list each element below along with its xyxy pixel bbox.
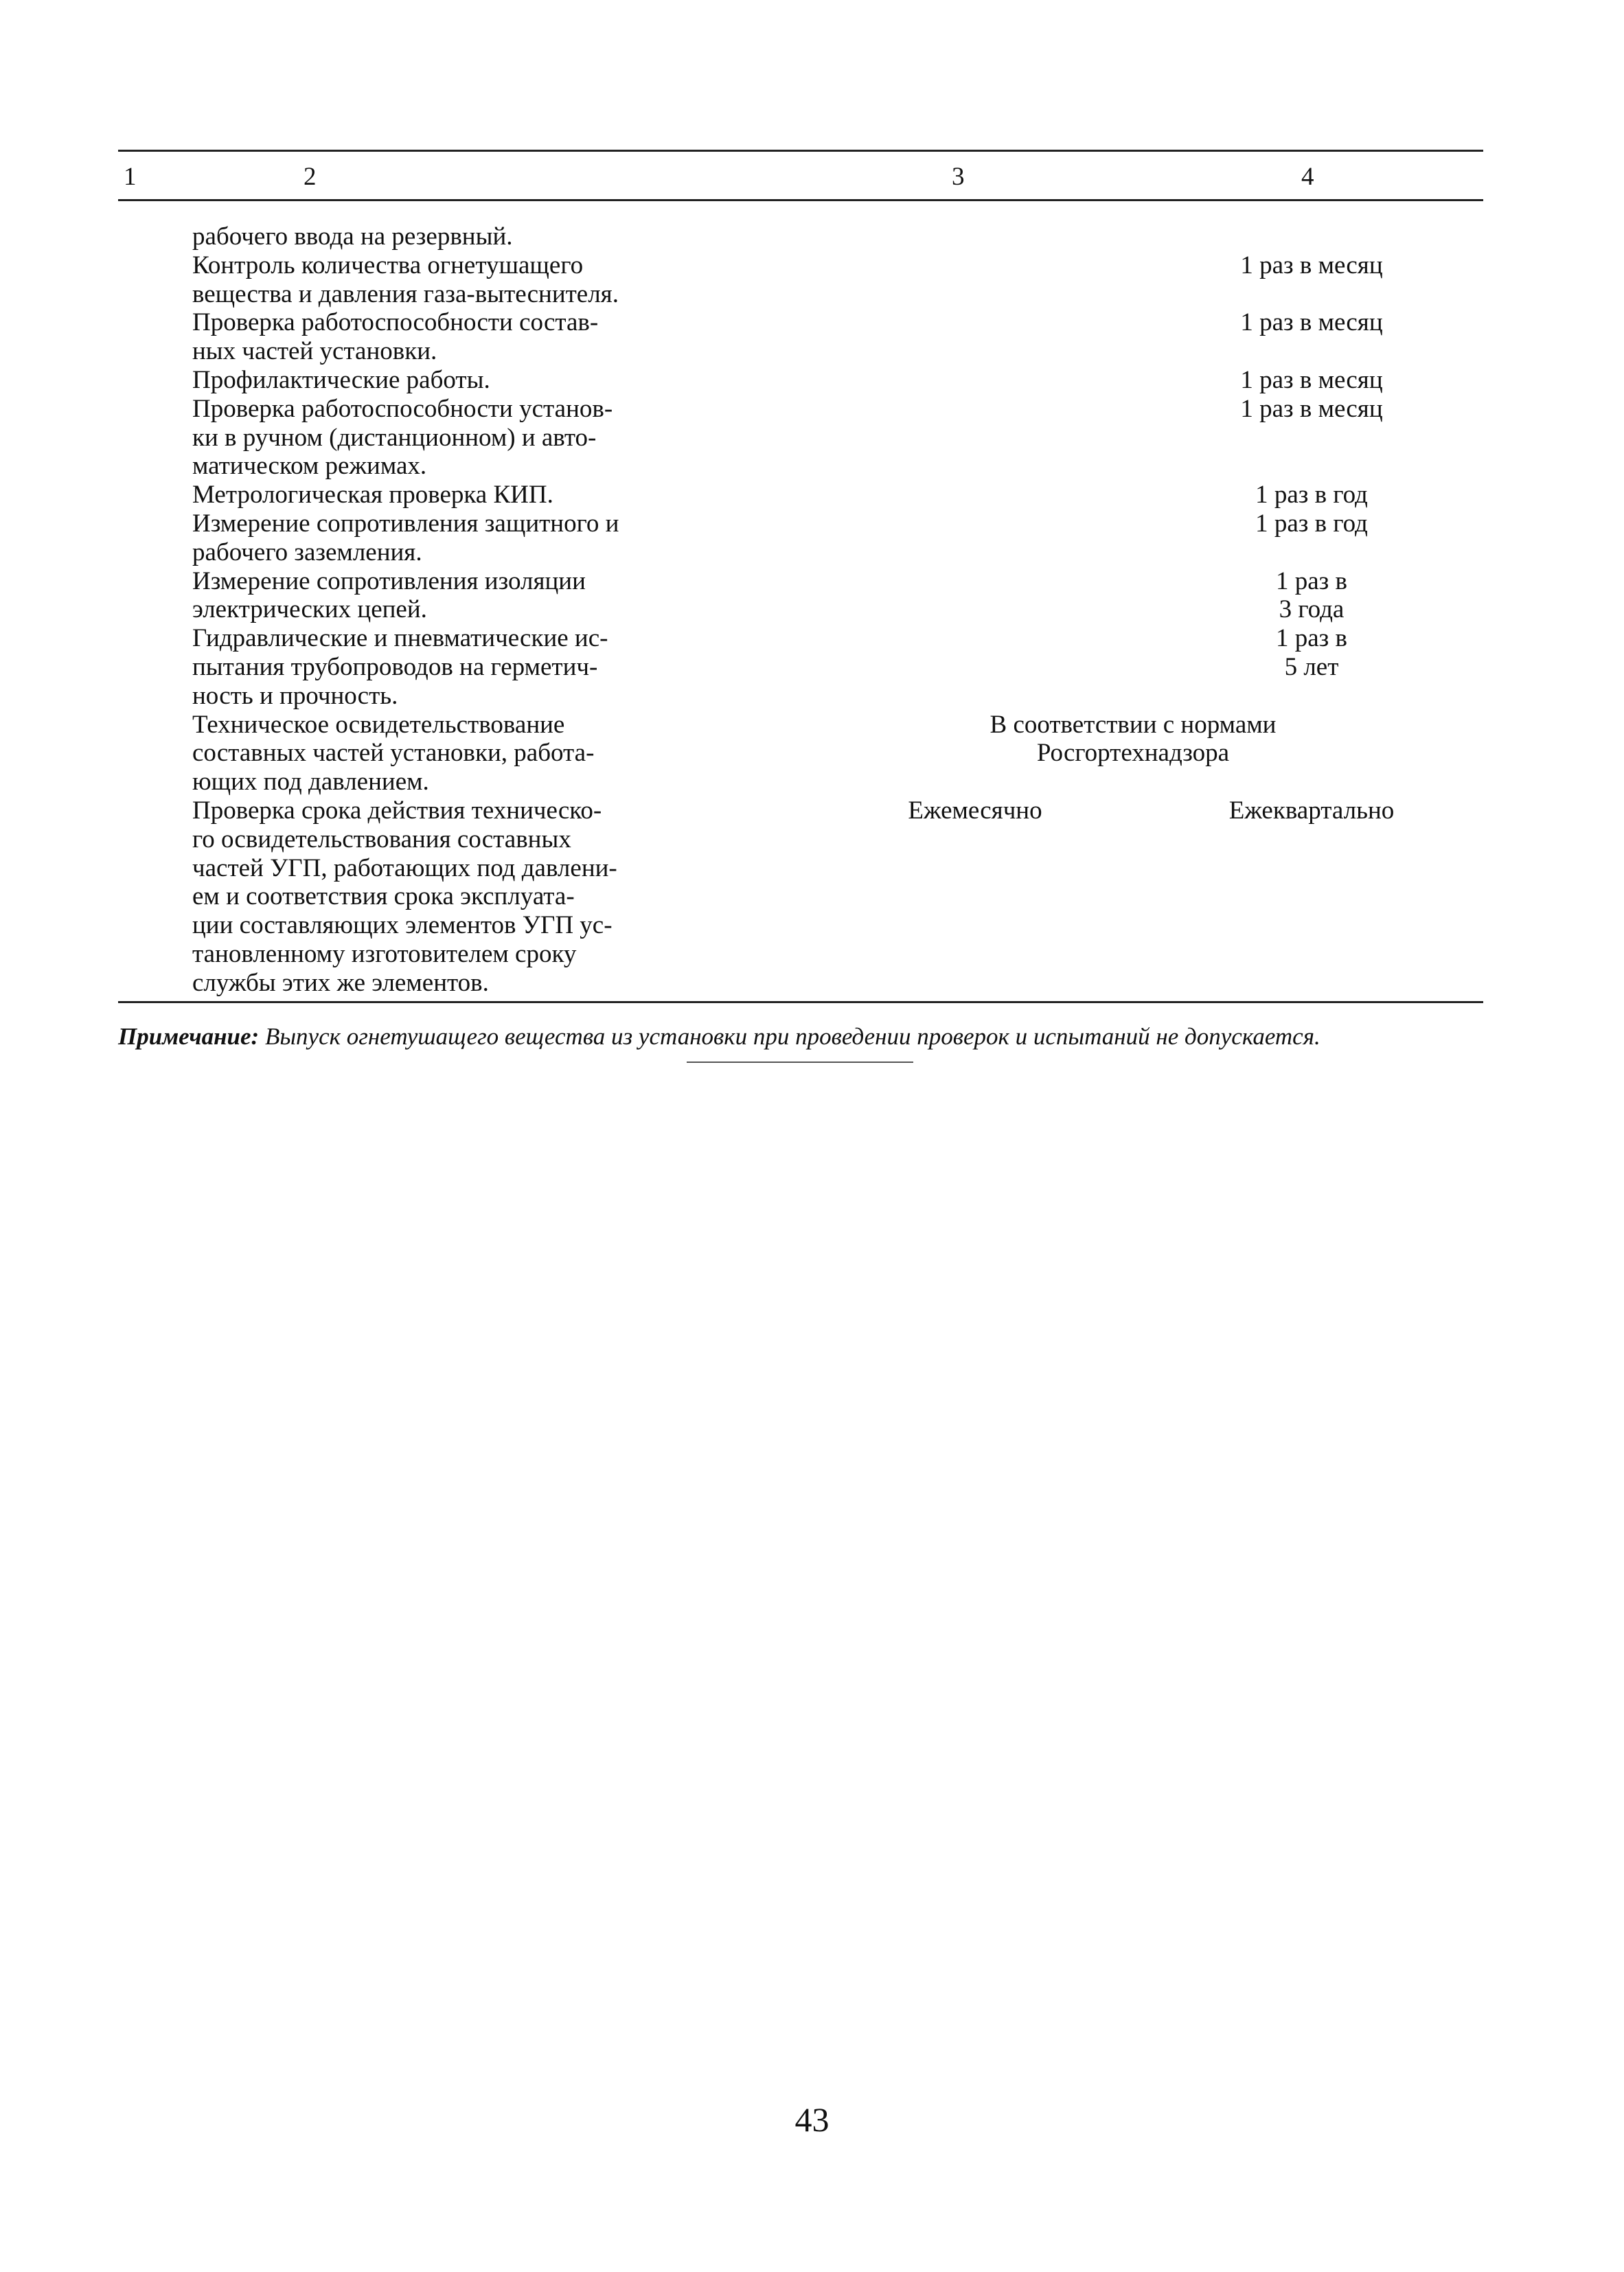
cell-line: ных частей установки. bbox=[192, 337, 437, 366]
table-row bbox=[0, 222, 1624, 251]
cell-line: матическом режимах. bbox=[192, 452, 427, 481]
cell-col-4 bbox=[1195, 366, 1428, 395]
cell-line: 3 года bbox=[1279, 595, 1345, 624]
cell-col-4 bbox=[1195, 567, 1428, 625]
cell-line: В соответствии с нормами bbox=[990, 710, 1277, 739]
table-header-rule bbox=[118, 199, 1483, 201]
cell-col-4 bbox=[1195, 251, 1428, 280]
cell-line: Росгортехнадзора bbox=[1036, 739, 1230, 768]
cell-line: Проверка срока действия техническо- bbox=[192, 796, 602, 825]
cell-line: Техническое освидетельствование bbox=[192, 710, 565, 739]
note-text: Выпуск огнетушащего вещества из установки при проведении проверок и испытаний не допускается. bbox=[264, 1023, 1320, 1050]
cell-description bbox=[192, 395, 666, 481]
cell-line: ки в ручном (дистанционном) и авто- bbox=[192, 423, 597, 452]
note-underline bbox=[687, 1062, 913, 1063]
table-row bbox=[0, 567, 1624, 625]
note-label: Примечание: bbox=[118, 1023, 260, 1050]
cell-col-4 bbox=[1195, 395, 1428, 424]
cell-line: 1 раз в год bbox=[1255, 509, 1368, 538]
cell-line: 1 раз в bbox=[1275, 624, 1347, 653]
table-row bbox=[0, 395, 1624, 481]
table-body bbox=[0, 222, 1624, 998]
table-top-rule bbox=[118, 150, 1483, 152]
header-col-3: 3 bbox=[952, 163, 965, 191]
cell-line: рабочего заземления. bbox=[192, 538, 422, 566]
cell-line: Гидравлические и пневматические ис- bbox=[192, 624, 608, 653]
cell-description bbox=[192, 251, 666, 309]
table-note bbox=[118, 1023, 1320, 1051]
cell-line: тановленному изготовителем сроку bbox=[192, 939, 577, 968]
cell-line: Ежеквартально bbox=[1228, 796, 1395, 825]
table-row bbox=[0, 624, 1624, 710]
cell-line: ность и прочность. bbox=[192, 681, 398, 710]
table-row bbox=[0, 796, 1624, 998]
cell-line: пытания трубопроводов на герметич- bbox=[192, 652, 598, 681]
cell-line: Профилактические работы. bbox=[192, 365, 490, 394]
cell-col-4 bbox=[1195, 509, 1428, 538]
cell-line: Измерение сопротивления защитного и bbox=[192, 509, 619, 538]
cell-col-4 bbox=[1195, 308, 1428, 337]
cell-col-4 bbox=[1195, 624, 1428, 682]
cell-line: 1 раз в месяц bbox=[1240, 365, 1383, 394]
table-row bbox=[0, 481, 1624, 509]
cell-description bbox=[192, 509, 666, 567]
cell-line: составных частей установки, работа- bbox=[192, 739, 595, 768]
cell-line: 1 раз в месяц bbox=[1240, 308, 1383, 337]
cell-description bbox=[192, 567, 666, 625]
cell-description bbox=[192, 481, 666, 509]
cell-line: 1 раз в год bbox=[1255, 481, 1368, 509]
cell-col-4 bbox=[1195, 796, 1428, 825]
header-col-1: 1 bbox=[124, 163, 137, 191]
cell-description bbox=[192, 796, 666, 998]
page-number: 43 bbox=[794, 2100, 830, 2139]
cell-line: ции составляющих элементов УГП ус- bbox=[192, 911, 613, 940]
cell-line: Контроль количества огнетушащего bbox=[192, 251, 584, 279]
header-col-2: 2 bbox=[304, 163, 317, 191]
cell-line: ющих под давлением. bbox=[192, 768, 429, 796]
cell-line: Проверка работоспособности установ- bbox=[192, 394, 613, 423]
cell-col-4 bbox=[1195, 481, 1428, 509]
cell-line: рабочего ввода на резервный. bbox=[192, 222, 513, 251]
table-row bbox=[0, 308, 1624, 366]
cell-description bbox=[192, 222, 666, 251]
cell-description bbox=[192, 308, 666, 366]
cell-line: ем и соответствия срока эксплуата- bbox=[192, 882, 575, 911]
header-col-4: 4 bbox=[1301, 163, 1314, 191]
cell-line: частей УГП, работающих под давлени- bbox=[192, 853, 617, 882]
cell-line: Измерение сопротивления изоляции bbox=[192, 566, 586, 595]
cell-description bbox=[192, 711, 666, 796]
cell-description bbox=[192, 366, 666, 395]
cell-description bbox=[192, 624, 666, 710]
table-row bbox=[0, 366, 1624, 395]
table-row bbox=[0, 251, 1624, 309]
table-row bbox=[0, 711, 1624, 796]
cell-periodicity-merged bbox=[851, 711, 1415, 768]
cell-line: электрических цепей. bbox=[192, 595, 427, 624]
cell-line: Проверка работоспособности состав- bbox=[192, 308, 599, 337]
cell-line: Метрологическая проверка КИП. bbox=[192, 481, 553, 509]
cell-line: го освидетельствования составных bbox=[192, 825, 571, 853]
cell-line: службы этих же элементов. bbox=[192, 968, 489, 997]
cell-line: Ежемесячно bbox=[908, 796, 1042, 825]
cell-line: 1 раз в месяц bbox=[1240, 394, 1383, 423]
cell-col-3 bbox=[851, 796, 1099, 825]
cell-line: 5 лет bbox=[1284, 652, 1339, 681]
table-row bbox=[0, 509, 1624, 567]
table-bottom-rule bbox=[118, 1001, 1483, 1003]
cell-line: 1 раз в месяц bbox=[1240, 251, 1383, 279]
cell-line: 1 раз в bbox=[1275, 566, 1347, 595]
cell-line: вещества и давления газа-вытеснителя. bbox=[192, 279, 619, 308]
